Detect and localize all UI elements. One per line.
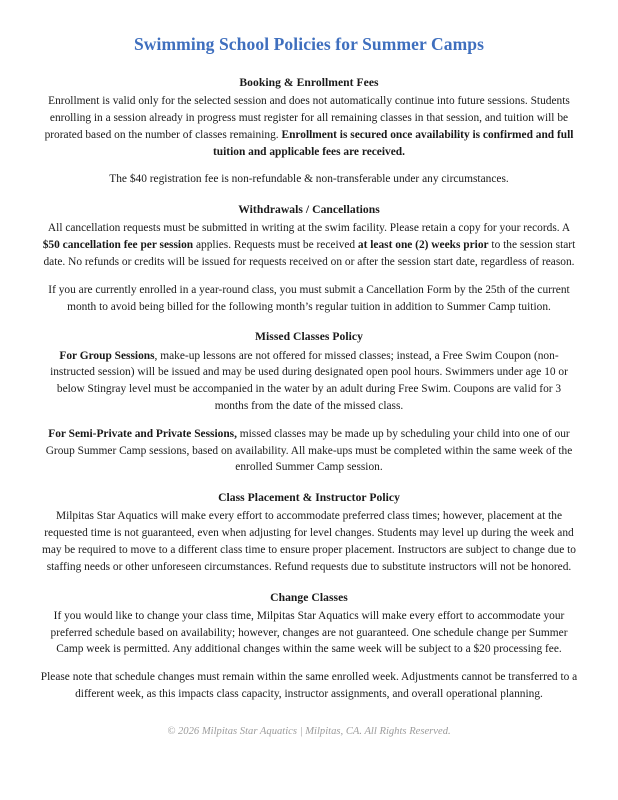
- emphasis-text: For Semi-Private and Private Sessions,: [48, 427, 237, 440]
- policy-paragraph: [36, 348, 582, 415]
- policy-paragraph: [36, 220, 582, 270]
- body-text: , make-up lessons are not offered for missed classes; instead, a Free Swim Coupon (non-instructed session) will be issued and may be used during designated open pool hours. Swimmers under age 10 or below Stingray level must be accompanied in the water by an adult during Free Swim. Coupons are valid for 3 months from the date of the missed class.: [50, 349, 568, 412]
- body-text: All cancellation requests must be submitted in writing at the swim facility. Please retain a copy for your records. A: [47, 222, 571, 235]
- body-text: If you are currently enrolled in a year-round class, you must submit a Cancellation Form by the 25th of the current month to avoid being billed for the following month’s regular tuition in addition to Summer Camp tuition.: [48, 283, 570, 313]
- section-heading: Change Classes: [270, 590, 348, 604]
- policy-paragraph: [36, 282, 582, 316]
- body-text: If you would like to change your class time, Milpitas Star Aquatics will make every effort to accommodate your preferred schedule based on availability; however, changes are not guaranteed. One schedule change per Summer Camp week is permitted. Any additional changes within the same week will be subject to a $20 processing fee.: [50, 609, 568, 656]
- section-heading: Withdrawals / Cancellations: [238, 203, 380, 217]
- policy-paragraph: [36, 171, 582, 188]
- body-text: Please note that schedule changes must remain within the same enrolled week. Adjustments cannot be transferred to a different week, as this impacts class capacity, instructor assignments, and overall operational planning.: [40, 671, 578, 700]
- body-text: applies. Requests must be received: [193, 239, 358, 252]
- section-heading: Class Placement & Instructor Policy: [218, 491, 400, 505]
- emphasis-text: Enrollment is secured once availability is confirmed and full tuition and applicable fees are received.: [213, 128, 574, 158]
- body-text: Milpitas Star Aquatics will make every effort to accommodate preferred class times; however, placement at the requested time is not guaranteed, even when adjusting for level changes. Students may level up during the week and may be required to move to a different class time to ensure proper placement. Instructors are subject to change due to staffing needs or other unforeseen circumstances. Refund requests due to substitute instructors will not be honored.: [41, 510, 576, 573]
- policy-paragraph: [36, 669, 582, 703]
- policy-section: [36, 328, 582, 476]
- section-heading: Missed Classes Policy: [255, 330, 363, 344]
- emphasis-text: at least one (2) weeks prior: [357, 239, 489, 252]
- policy-section: [36, 201, 582, 315]
- policy-sections: [36, 74, 582, 703]
- policy-section: [36, 589, 582, 703]
- policy-section: [36, 489, 582, 575]
- body-text: missed classes may be made up by scheduling your child into one of our Group Summer Camp sessions, based on availability. All make-ups must be completed within the same week of the enrolled Summer Camp session.: [45, 427, 573, 474]
- section-heading: Booking & Enrollment Fees: [239, 75, 379, 89]
- policy-paragraph: [36, 93, 582, 160]
- body-text: The $40 registration fee is non-refundable & non-transferable under any circumstances.: [109, 173, 509, 186]
- policy-paragraph: [36, 608, 582, 658]
- body-text: to the session start date. No refunds or credits will be issued for requests received on or after the session start date, regardless of reason.: [43, 239, 576, 269]
- emphasis-text: For Group Sessions: [59, 349, 155, 362]
- body-text: Enrollment is valid only for the selected session and does not automatically continue into future sessions. Students enrolling in a session already in progress must register for all remaining classes in that session, and tuition will be prorated based on the number of classes remaining.: [44, 95, 570, 141]
- emphasis-text: $50 cancellation fee per session: [42, 239, 194, 252]
- page-title: Swimming School Policies for Summer Camps: [133, 34, 485, 54]
- policy-paragraph: [36, 508, 582, 575]
- policy-section: [36, 74, 582, 188]
- policy-paragraph: [36, 426, 582, 476]
- footer-copyright: © 2026 Milpitas Star Aquatics | Milpitas, CA. All Rights Reserved.: [167, 725, 451, 737]
